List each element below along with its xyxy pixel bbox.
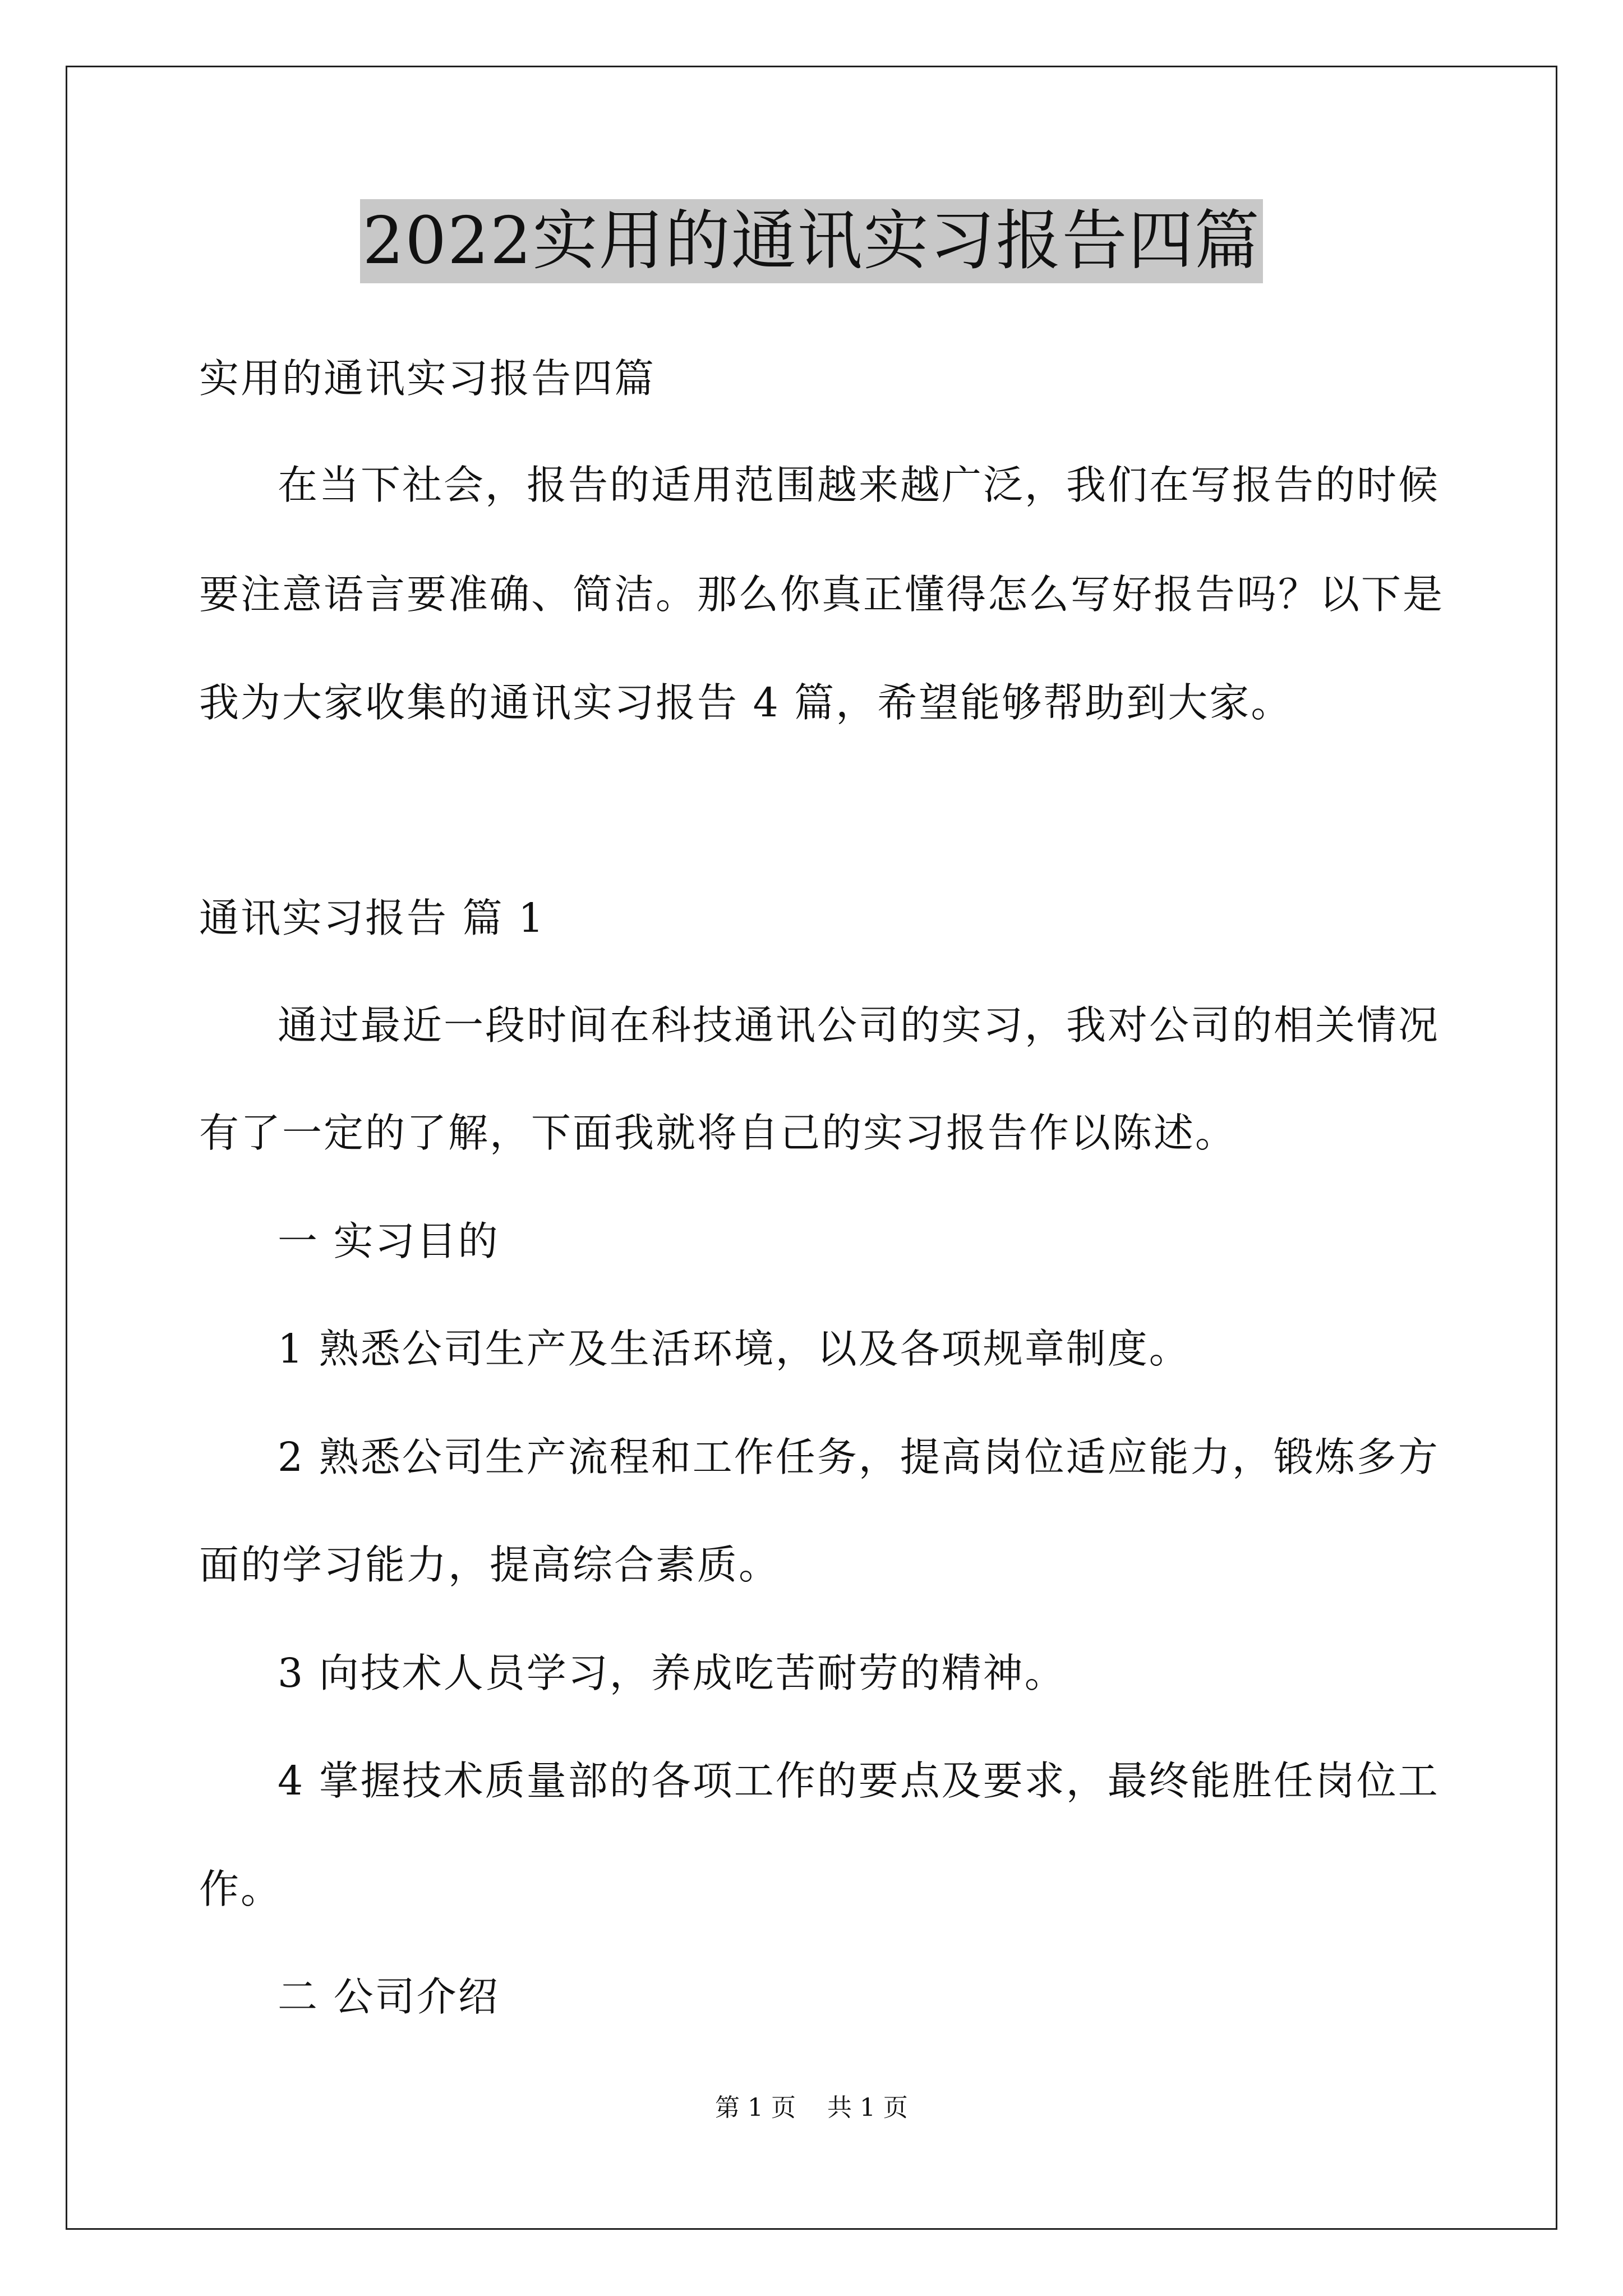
- list-item-line: 4 掌握技术质量部的各项工作的要点及要求，最终能胜任岗位工: [278, 1757, 1440, 1804]
- subtitle-line: 实用的通讯实习报告四篇: [199, 355, 656, 402]
- list-item-line: 面的学习能力，提高综合素质。: [199, 1542, 781, 1588]
- list-item-line: 作。: [199, 1866, 283, 1912]
- paragraph-line: 有了一定的了解，下面我就将自己的实习报告作以陈述。: [199, 1110, 1237, 1156]
- list-item-line: 2 熟悉公司生产流程和工作任务，提高岗位适应能力，锻炼多方: [278, 1434, 1440, 1480]
- paragraph-line: 要注意语言要准确、简洁。那么你真正懂得怎么写好报告吗？以下是: [199, 571, 1445, 618]
- section-heading: 通讯实习报告 篇 1: [199, 895, 546, 941]
- paragraph-line: 我为大家收集的通讯实习报告 4 篇，希望能够帮助到大家。: [199, 679, 1293, 726]
- page-footer: 第 1 页 共 1 页: [715, 2093, 908, 2122]
- list-item-line: 3 向技术人员学习，养成吃苦耐劳的精神。: [278, 1650, 1066, 1696]
- subheading-line: 一 实习目的: [278, 1218, 500, 1264]
- list-item-line: 1 熟悉公司生产及生活环境，以及各项规章制度。: [278, 1326, 1191, 1372]
- title-container: [0, 199, 1623, 283]
- paragraph-line: 通过最近一段时间在科技通讯公司的实习，我对公司的相关情况: [278, 1002, 1440, 1048]
- paragraph-line: 在当下社会，报告的适用范围越来越广泛，我们在写报告的时候: [278, 462, 1440, 508]
- subheading-line: 二 公司介绍: [278, 1973, 500, 2020]
- document-title: 2022实用的通讯实习报告四篇: [360, 199, 1262, 283]
